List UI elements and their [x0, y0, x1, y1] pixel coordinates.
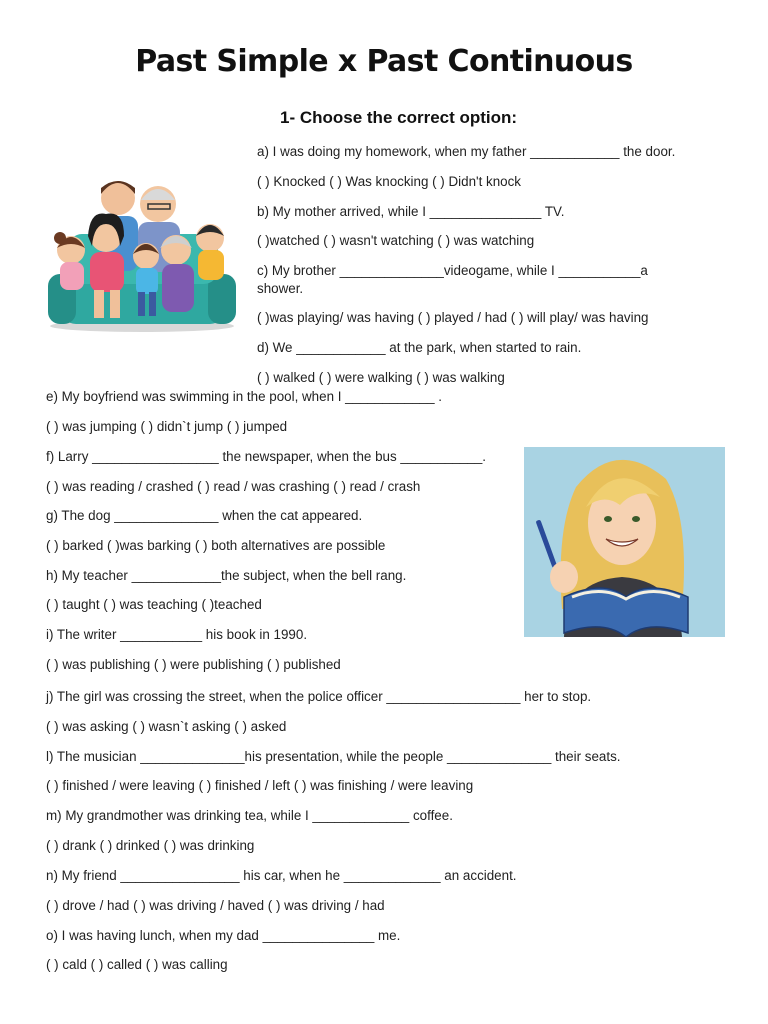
options-c: ( )was playing/ was having ( ) played / had ( ) will play/ was having: [257, 310, 649, 325]
section-heading: 1- Choose the correct option:: [280, 108, 518, 127]
options-o: ( ) cald ( ) called ( ) was calling: [46, 957, 228, 972]
options-a: ( ) Knocked ( ) Was knocking ( ) Didn't knock: [257, 174, 522, 189]
options-j: ( ) was asking ( ) wasn`t asking ( ) asked: [46, 719, 287, 734]
question-j: j) The girl was crossing the street, when the police officer __________________ her to stop.: [46, 689, 592, 704]
family-illustration: [38, 164, 246, 334]
question-l: l) The musician ______________his presentation, while the people ______________ their seats.: [46, 749, 621, 764]
question-f: f) Larry _________________ the newspaper, when the bus ___________.: [46, 449, 487, 464]
options-f: ( ) was reading / crashed ( ) read / was crashing ( ) read / crash: [46, 479, 421, 494]
question-h: h) My teacher ____________the subject, when the bell rang.: [46, 568, 407, 583]
options-m: ( ) drank ( ) drinked ( ) was drinking: [46, 838, 255, 853]
options-n: ( ) drove / had ( ) was driving / haved ( ) was driving / had: [46, 898, 385, 913]
question-m: m) My grandmother was drinking tea, while I _____________ coffee.: [46, 808, 453, 823]
question-d: d) We ____________ at the park, when started to rain.: [257, 340, 582, 355]
question-e: e) My boyfriend was swimming in the pool, when I ____________ .: [46, 389, 442, 404]
options-i: ( ) was publishing ( ) were publishing ( ) published: [46, 657, 341, 672]
question-n: n) My friend ________________ his car, when he _____________ an accident.: [46, 868, 517, 883]
question-i: i) The writer ___________ his book in 1990.: [46, 627, 308, 642]
options-e: ( ) was jumping ( ) didn`t jump ( ) jumped: [46, 419, 288, 434]
question-a: a) I was doing my homework, when my father ____________ the door.: [257, 144, 676, 159]
page-title: Past Simple x Past Continuous: [135, 44, 633, 79]
options-l: ( ) finished / were leaving ( ) finished / left ( ) was finishing / were leaving: [46, 778, 474, 793]
question-o: o) I was having lunch, when my dad _______________ me.: [46, 928, 401, 943]
woman-reading-illustration: [524, 447, 725, 637]
options-h: ( ) taught ( ) was teaching ( )teached: [46, 597, 262, 612]
question-g: g) The dog ______________ when the cat appeared.: [46, 508, 363, 523]
question-c: c) My brother ______________videogame, while I ___________a: [257, 263, 648, 278]
options-b: ( )watched ( ) wasn't watching ( ) was watching: [257, 233, 535, 248]
question-b: b) My mother arrived, while I _______________ TV.: [257, 204, 565, 219]
question-c-continued: shower.: [257, 281, 304, 296]
options-d: ( ) walked ( ) were walking ( ) was walking: [257, 370, 505, 385]
options-g: ( ) barked ( )was barking ( ) both alternatives are possible: [46, 538, 386, 553]
